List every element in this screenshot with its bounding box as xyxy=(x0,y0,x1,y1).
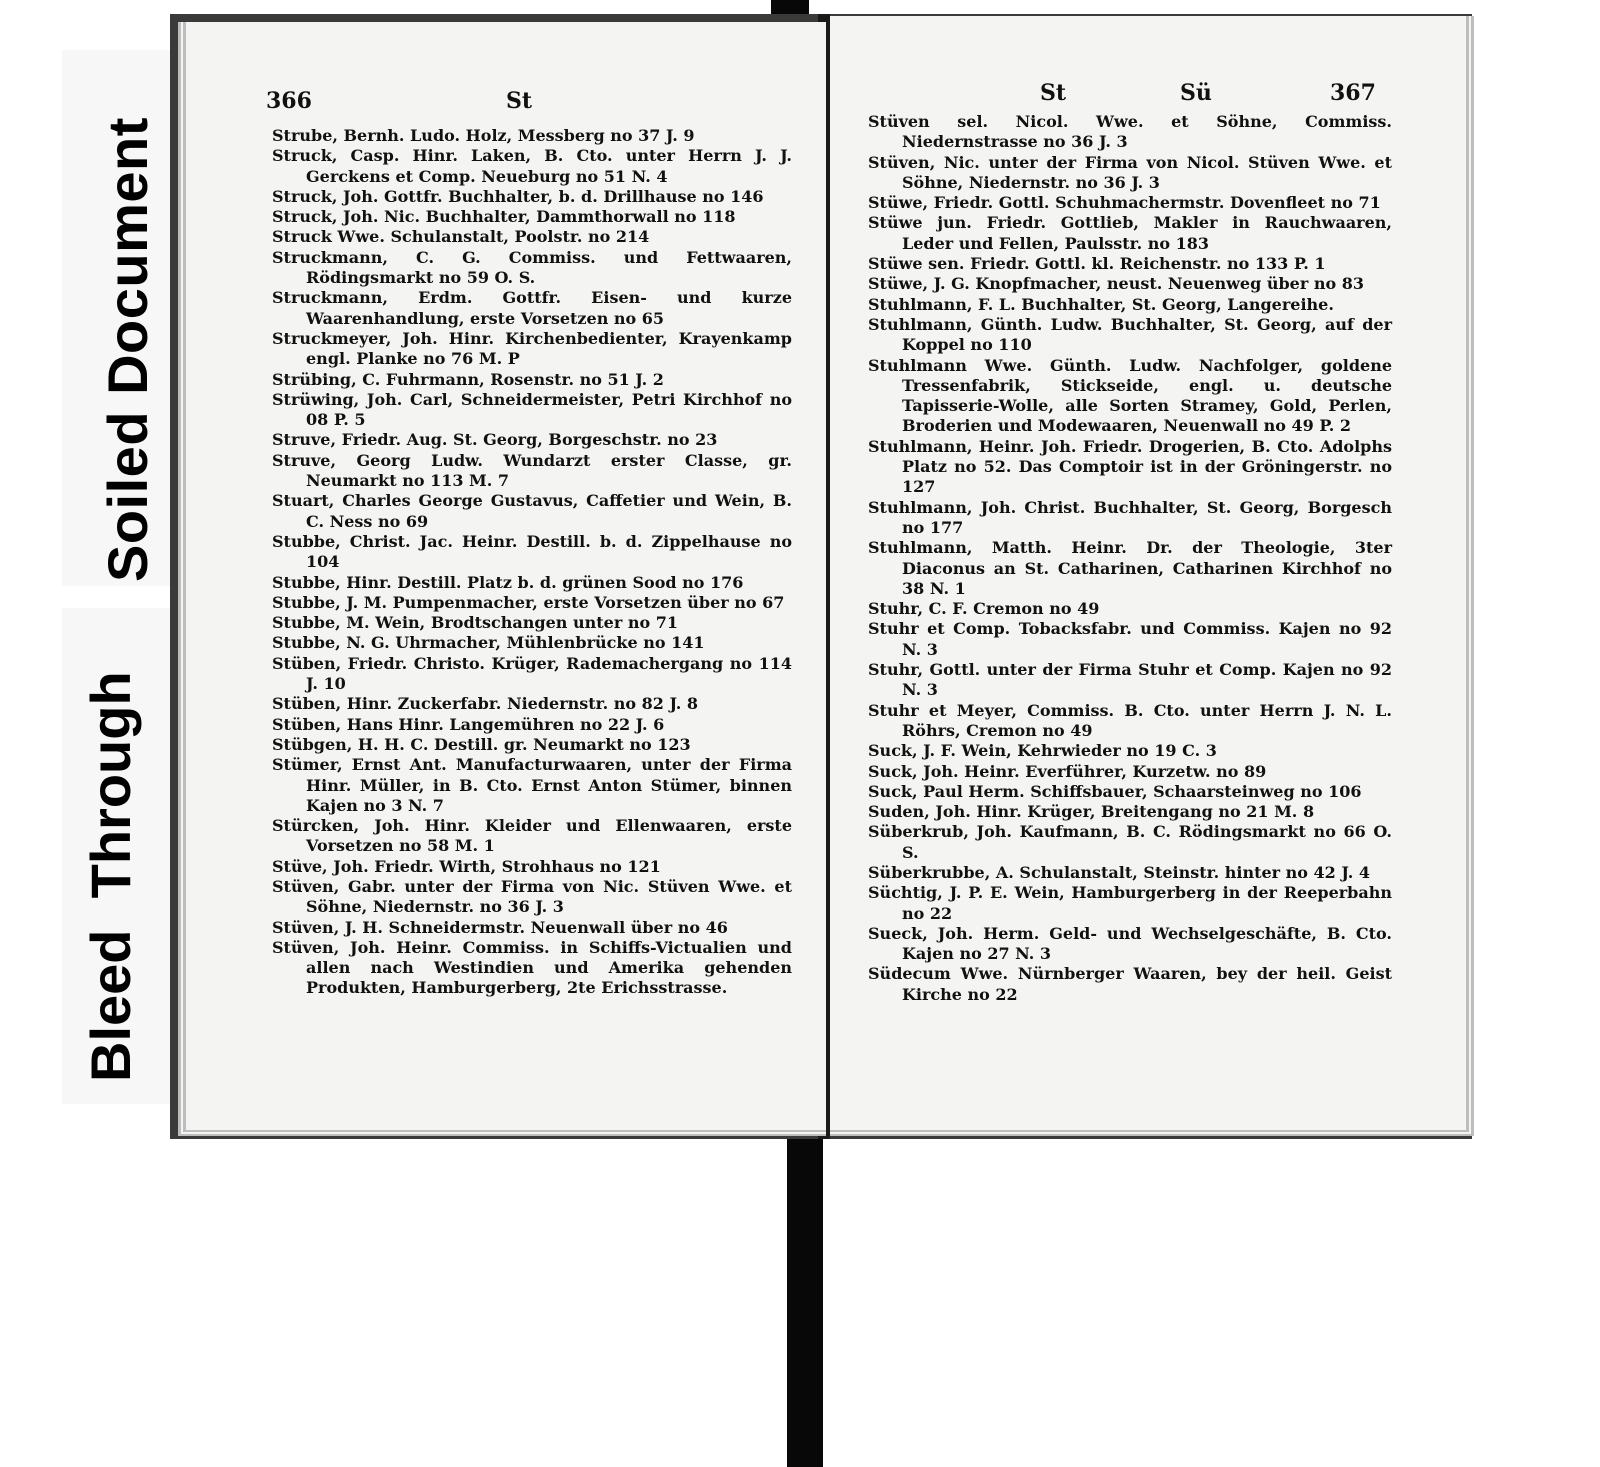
directory-entry: Stuhr et Meyer, Commiss. B. Cto. unter Herrn J. N. L. Röhrs, Cremon no 49 xyxy=(868,700,1392,740)
directory-entry: Stuhlmann, Günth. Ludw. Buchhalter, St. Georg, auf der Koppel no 110 xyxy=(868,314,1392,355)
directory-entry: Süberkrub, Joh. Kaufmann, B. C. Rödingsmarkt no 66 O. S. xyxy=(868,822,1392,862)
right-section-header-end: Sü xyxy=(1180,80,1212,106)
directory-entry: Suck, J. F. Wein, Kehrwieder no 19 C. 3 xyxy=(868,741,1217,761)
directory-entry: Suck, Paul Herm. Schiffsbauer, Schaarsteinweg no 106 xyxy=(868,781,1362,801)
directory-entry: Suden, Joh. Hinr. Krüger, Breitengang no 21 M. 8 xyxy=(868,802,1315,822)
directory-entry: Stuhlmann, Heinr. Joh. Friedr. Drogerien, B. Cto. Adolphs Platz no 52. Das Comptoir ist in der Gröningerstr. no 127 xyxy=(868,436,1392,497)
directory-entry: Stuhlmann, Matth. Heinr. Dr. der Theologie, 3ter Diaconus an St. Catharinen, Catharinen Kirchhof no 38 N. 1 xyxy=(868,538,1392,598)
directory-entry: Stubbe, Hinr. Destill. Platz b. d. grünen Sood no 176 xyxy=(272,572,744,592)
spine-bar-bottom xyxy=(787,1118,823,1467)
directory-entry: Stüven, Gabr. unter der Firma von Nic. Stüven Wwe. et Söhne, Niedernstr. no 36 J. 3 xyxy=(272,876,792,917)
bleed-word: Bleed xyxy=(79,929,142,1082)
directory-entry: Stuhr et Comp. Tobacksfabr. und Commiss. Kajen no 92 N. 3 xyxy=(868,619,1392,659)
directory-entry: Struck Wwe. Schulanstalt, Poolstr. no 214 xyxy=(272,227,650,247)
directory-entry: Stüven sel. Nicol. Wwe. et Söhne, Commiss. Niedernstrasse no 36 J. 3 xyxy=(868,112,1392,152)
directory-entry: Stubbe, J. M. Pumpenmacher, erste Vorsetzen über no 67 xyxy=(272,592,785,612)
directory-entry: Struve, Friedr. Aug. St. Georg, Borgeschstr. no 23 xyxy=(272,430,718,450)
right-page xyxy=(830,16,1474,1136)
directory-entry: Stüwe jun. Friedr. Gottlieb, Makler in Rauchwaaren, Leder und Fellen, Paulsstr. no 183 xyxy=(868,213,1392,253)
through-word: Through xyxy=(79,671,142,899)
directory-entry: Sueck, Joh. Herm. Geld- und Wechselgeschäfte, B. Cto. Kajen no 27 N. 3 xyxy=(868,923,1392,964)
bleed-through-stamp xyxy=(78,671,143,1082)
directory-entry: Stubbe, N. G. Uhrmacher, Mühlenbrücke no 141 xyxy=(272,633,705,653)
directory-entry: Struck, Joh. Nic. Buchhalter, Dammthorwall no 118 xyxy=(272,207,736,227)
directory-entry: Stüve, Joh. Friedr. Wirth, Strohhaus no 121 xyxy=(272,856,661,876)
directory-entry: Strübing, C. Fuhrmann, Rosenstr. no 51 J. 2 xyxy=(272,369,664,389)
directory-entry: Stüwe, J. G. Knopfmacher, neust. Neuenweg über no 83 xyxy=(868,274,1364,294)
left-page-number: 366 xyxy=(266,88,312,114)
directory-entry: Strube, Bernh. Ludo. Holz, Messberg no 37 J. 9 xyxy=(272,126,695,145)
directory-entry: Stüven, J. H. Schneidermstr. Neuenwall über no 46 xyxy=(272,917,728,937)
directory-entry: Stübgen, H. H. C. Destill. gr. Neumarkt no 123 xyxy=(272,734,691,754)
directory-entry: Stubbe, M. Wein, Brodtschangen unter no 71 xyxy=(272,613,678,633)
directory-entry: Stüven, Joh. Heinr. Commiss. in Schiffs-Victualien und allen nach Westindien und Amerika gehenden Produkten, Hamburgerberg, 2te Erichsstrasse. xyxy=(272,937,792,998)
right-section-header-start: St xyxy=(1040,80,1067,106)
left-entries xyxy=(272,126,792,999)
directory-entry: Stüven, Nic. unter der Firma von Nicol. Stüven Wwe. et Söhne, Niedernstr. no 36 J. 3 xyxy=(868,152,1392,192)
directory-entry: Struckmeyer, Joh. Hinr. Kirchenbedienter, Krayenkamp engl. Planke no 76 M. P xyxy=(272,328,792,369)
directory-entry: Stüben, Hans Hinr. Langemühren no 22 J. 6 xyxy=(272,714,665,734)
directory-entry: Stüwe sen. Friedr. Gottl. kl. Reichenstr. no 133 P. 1 xyxy=(868,254,1326,274)
directory-entry: Süchtig, J. P. E. Wein, Hamburgerberg in der Reeperbahn no 22 xyxy=(868,883,1392,923)
directory-entry: Strüwing, Joh. Carl, Schneidermeister, Petri Kirchhof no 08 P. 5 xyxy=(272,389,792,430)
directory-entry: Struck, Casp. Hinr. Laken, B. Cto. unter Herrn J. J. Gerckens et Comp. Neueburg no 51 N. 4 xyxy=(272,146,792,186)
left-page xyxy=(178,22,826,1136)
directory-entry: Stürcken, Joh. Hinr. Kleider und Ellenwaaren, erste Vorsetzen no 58 M. 1 xyxy=(272,816,792,856)
directory-entry: Stuart, Charles George Gustavus, Caffetier und Wein, B. C. Ness no 69 xyxy=(272,491,792,531)
left-section-header: St xyxy=(506,88,533,114)
directory-entry: Stüben, Hinr. Zuckerfabr. Niedernstr. no 82 J. 8 xyxy=(272,694,699,714)
directory-entry: Südecum Wwe. Nürnberger Waaren, bey der heil. Geist Kirche no 22 xyxy=(868,964,1392,1004)
directory-entry: Stubbe, Christ. Jac. Heinr. Destill. b. d. Zippelhause no 104 xyxy=(272,531,792,572)
directory-entry: Stuhlmann, F. L. Buchhalter, St. Georg, Langereihe. xyxy=(868,294,1334,314)
right-page-number: 367 xyxy=(1330,80,1376,106)
directory-entry: Stuhlmann Wwe. Günth. Ludw. Nachfolger, goldene Tressenfabrik, Stickseide, engl. u. deutsche Tapisserie-Wolle, alle Sorten Stramey, Gold, Perlen, Broderien und Modewaaren, Neuenwall no 49 P. 2 xyxy=(868,355,1392,436)
directory-entry: Struckmann, C. G. Commiss. und Fettwaaren, Rödingsmarkt no 59 O. S. xyxy=(272,247,792,288)
directory-entry: Stümer, Ernst Ant. Manufacturwaaren, unter der Firma Hinr. Müller, in B. Cto. Ernst Anton Stümer, binnen Kajen no 3 N. 7 xyxy=(272,755,792,815)
soiled-document-stamp: Soiled Document xyxy=(96,117,159,582)
directory-entry: Struve, Georg Ludw. Wundarzt erster Classe, gr. Neumarkt no 113 M. 7 xyxy=(272,450,792,491)
directory-entry: Stuhr, C. F. Cremon no 49 xyxy=(868,599,1100,619)
directory-entry: Stüwe, Friedr. Gottl. Schuhmachermstr. Dovenfleet no 71 xyxy=(868,193,1381,213)
directory-entry: Struck, Joh. Gottfr. Buchhalter, b. d. Drillhause no 146 xyxy=(272,186,764,206)
directory-entry: Süberkrubbe, A. Schulanstalt, Steinstr. hinter no 42 J. 4 xyxy=(868,862,1370,882)
directory-entry: Stuhlmann, Joh. Christ. Buchhalter, St. Georg, Borgesch no 177 xyxy=(868,497,1392,537)
directory-entry: Stüben, Friedr. Christo. Krüger, Rademachergang no 114 J. 10 xyxy=(272,653,792,694)
directory-entry: Struckmann, Erdm. Gottfr. Eisen- und kurze Waarenhandlung, erste Vorsetzen no 65 xyxy=(272,288,792,328)
directory-entry: Stuhr, Gottl. unter der Firma Stuhr et Comp. Kajen no 92 N. 3 xyxy=(868,660,1392,700)
right-entries xyxy=(868,112,1392,1005)
directory-entry: Suck, Joh. Heinr. Everführer, Kurzetw. no 89 xyxy=(868,761,1267,781)
